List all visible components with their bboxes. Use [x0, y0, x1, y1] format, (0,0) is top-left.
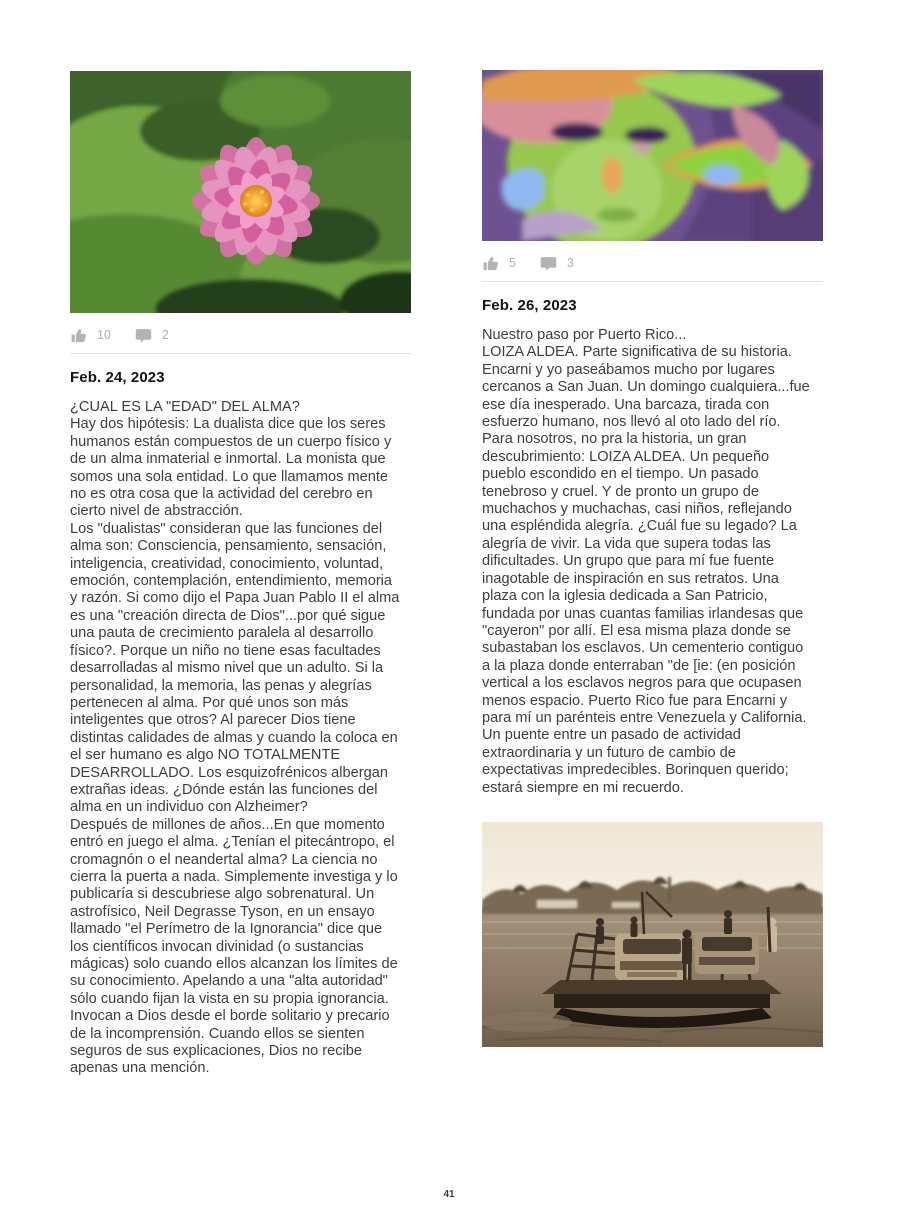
body-line: emoción, contemplación, entendimiento, memoria	[70, 573, 393, 590]
ferry-photo	[482, 822, 823, 1047]
post-date: Feb. 24, 2023	[70, 369, 165, 386]
body-line: extrañas ideas. ¿Dónde están las funciones del	[70, 781, 378, 798]
body-line: cercanos a San Juan. Un domingo cualquiera...fue	[482, 379, 810, 396]
body-line: muchachos y muchachas, casi niños, reflejando	[482, 501, 792, 518]
body-line: Para nosotros, no pra la historia, un gran	[482, 431, 747, 448]
body-line: físico?. Porque un niño no tiene esas facultades	[70, 642, 381, 659]
body-line: no es otra cosa que la actividad del cerebro en	[70, 486, 373, 503]
body-line: "cayeron" por allí. El esa misma plaza donde se	[482, 622, 791, 639]
body-line: inteligencia, creatividad, conocimiento, voluntad,	[70, 555, 384, 572]
body-line: tenebroso y cruel. Y de pronto un grupo de	[482, 483, 759, 500]
post-feb-26	[482, 70, 823, 1047]
body-line: es una "creación directa de Dios"...por qué sigue	[70, 607, 386, 624]
thumbs-up-icon	[482, 255, 499, 272]
body-line: Encarni y yo paseábamos mucho por lugares	[482, 361, 775, 378]
body-line: distintas calidades de almas y cuando la coloca en	[70, 729, 398, 746]
comment-count: 2	[161, 328, 169, 342]
body-line: una pauta de crecimiento paralela al desarrollo	[70, 625, 374, 642]
body-line: seguros de sus explicaciones, Dios no recibe	[70, 1043, 363, 1060]
comment-count: 3	[566, 256, 574, 270]
body-line: menos espacio. Puerto Rico fue para Encarni y	[482, 692, 788, 709]
body-line: dificultades. Un grupo que para mí fue fuente	[482, 553, 775, 570]
comment-icon	[135, 327, 152, 344]
body-line: publicaría si descubriese algo sobrenatural. Un	[70, 886, 375, 903]
body-line: ¿CUAL ES LA "EDAD" DEL ALMA?	[70, 399, 300, 415]
body-line: cierra la puerta a nada. Simplemente investiga y lo	[70, 868, 398, 885]
body-line: mágicas) solo cuando ellos alcanzan los límites de	[70, 956, 398, 972]
body-line: subastaban los esclavos. Un cementerio contiguo	[482, 640, 804, 657]
body-line: llamado "el Perímetro de la Ignorancia" dice que	[70, 921, 383, 938]
body-line: alegría de vivir. La vida que supera todas las	[482, 535, 771, 552]
divider-line	[482, 281, 823, 282]
thumbs-up-icon	[70, 327, 87, 344]
body-line: inteligentes que otros? Al parecer Dios tiene	[70, 712, 356, 729]
body-line: descubrimiento: LOIZA ALDEA. Un pequeño	[482, 448, 770, 465]
body-line: alma son: Consciencia, pensamiento, sensación,	[70, 538, 387, 555]
body-line: para mí un parénteis entre Venezuela y California.	[482, 709, 807, 726]
body-line: ese día inesperado. Una barcaza, tirada con	[482, 396, 770, 413]
post-body	[482, 327, 823, 797]
body-line: una espléndida alegría. ¿Cuál fue su legado? La	[482, 518, 797, 535]
body-line: personalidad, la memoria, las penas y alegrías	[70, 677, 372, 694]
body-line: alma en un individuo con Alzheimer?	[70, 799, 308, 816]
body-line: cromagnón o el neandertal alma? La ciencia no	[70, 851, 378, 868]
body-line: a la plaza donde enterraban "de [ie: (en posición	[482, 657, 796, 674]
body-line: y razón. Si como dijo el Papa Juan Pablo II el alma	[70, 590, 400, 607]
body-line: pueblo escondido en el tiempo. Un pasado	[482, 466, 759, 483]
body-line: pertenecen al alma. Por qué unos son más	[70, 694, 349, 711]
body-line: LOIZA ALDEA. Parte significativa de su historia.	[482, 344, 792, 361]
body-line: fundada por unas cuantas familias irlandesas que	[482, 605, 804, 622]
body-line: cierto nivel de abstracción.	[70, 503, 243, 520]
body-line: su conocimiento. Apelando a una "alta autoridad"	[70, 973, 388, 990]
body-line: de un alma inmaterial e inmortal. La monista que	[70, 451, 386, 468]
body-line: de la incomprensión. Cuando ellos se sienten	[70, 1025, 365, 1042]
body-line: Los "dualistas" consideran que las funciones del	[70, 520, 383, 537]
page-number: 41	[443, 1189, 455, 1200]
post-body	[70, 399, 411, 1078]
body-line: plaza con la iglesia dedicada a San Patricio,	[482, 588, 768, 605]
body-line: sólo cuando fijan la vista en su propia ignorancia.	[70, 990, 389, 1007]
body-line: DESARROLLADO. Los esquizofrénicos albergan	[70, 764, 388, 781]
body-line: estará siempre en mi recuerdo.	[482, 779, 684, 796]
body-line: humanos están compuestos de un cuerpo físico y	[70, 433, 392, 450]
body-line: apenas una mención.	[70, 1060, 210, 1077]
engagement-row	[70, 324, 411, 346]
body-line: el ser humano es algo NO TOTALMENTE	[70, 747, 341, 764]
engagement-row	[482, 252, 823, 274]
divider-line	[70, 353, 411, 354]
body-line: Invocan a Dios desde el borde solitario y precario	[70, 1008, 390, 1025]
body-line: Nuestro paso por Puerto Rico...	[482, 327, 687, 343]
body-line: extraordinaria y un futuro de cambio de	[482, 744, 736, 761]
body-line: esfuerzo humano, nos llevó al oto lado del río.	[482, 414, 781, 431]
post-date: Feb. 26, 2023	[482, 297, 577, 314]
body-line: desarrolladas al mismo nivel que un adulto. Si la	[70, 660, 384, 677]
water-lily-photo	[70, 71, 411, 313]
body-line: astrofísico, Neil Degrasse Tyson, en un ensayo	[70, 903, 375, 920]
body-line: Después de millones de años...En que momento	[70, 816, 385, 833]
body-line: entró en juego el alma. ¿Tenían el pitecántropo, el	[70, 834, 395, 851]
body-line: los científicos invocan divinidad (o sustancias	[70, 938, 364, 955]
psychedelic-face-image	[482, 70, 823, 241]
body-line: Hay dos hipótesis: La dualista dice que los seres	[70, 416, 386, 433]
body-line: inagotable de inspiración en sus retratos. Una	[482, 570, 779, 587]
body-line: vertical a los esclavos negros para que ocupasen	[482, 675, 802, 692]
body-line: expectativas impredecibles. Borinquen querido;	[482, 762, 789, 779]
comment-icon	[540, 255, 557, 272]
post-feb-24	[70, 71, 411, 1078]
body-line: somos una sola entidad. Lo que llamamos mente	[70, 468, 389, 485]
like-count: 10	[97, 328, 111, 342]
like-count: 5	[509, 256, 516, 270]
body-line: Un puente entre un pasado de actividad	[482, 727, 741, 744]
